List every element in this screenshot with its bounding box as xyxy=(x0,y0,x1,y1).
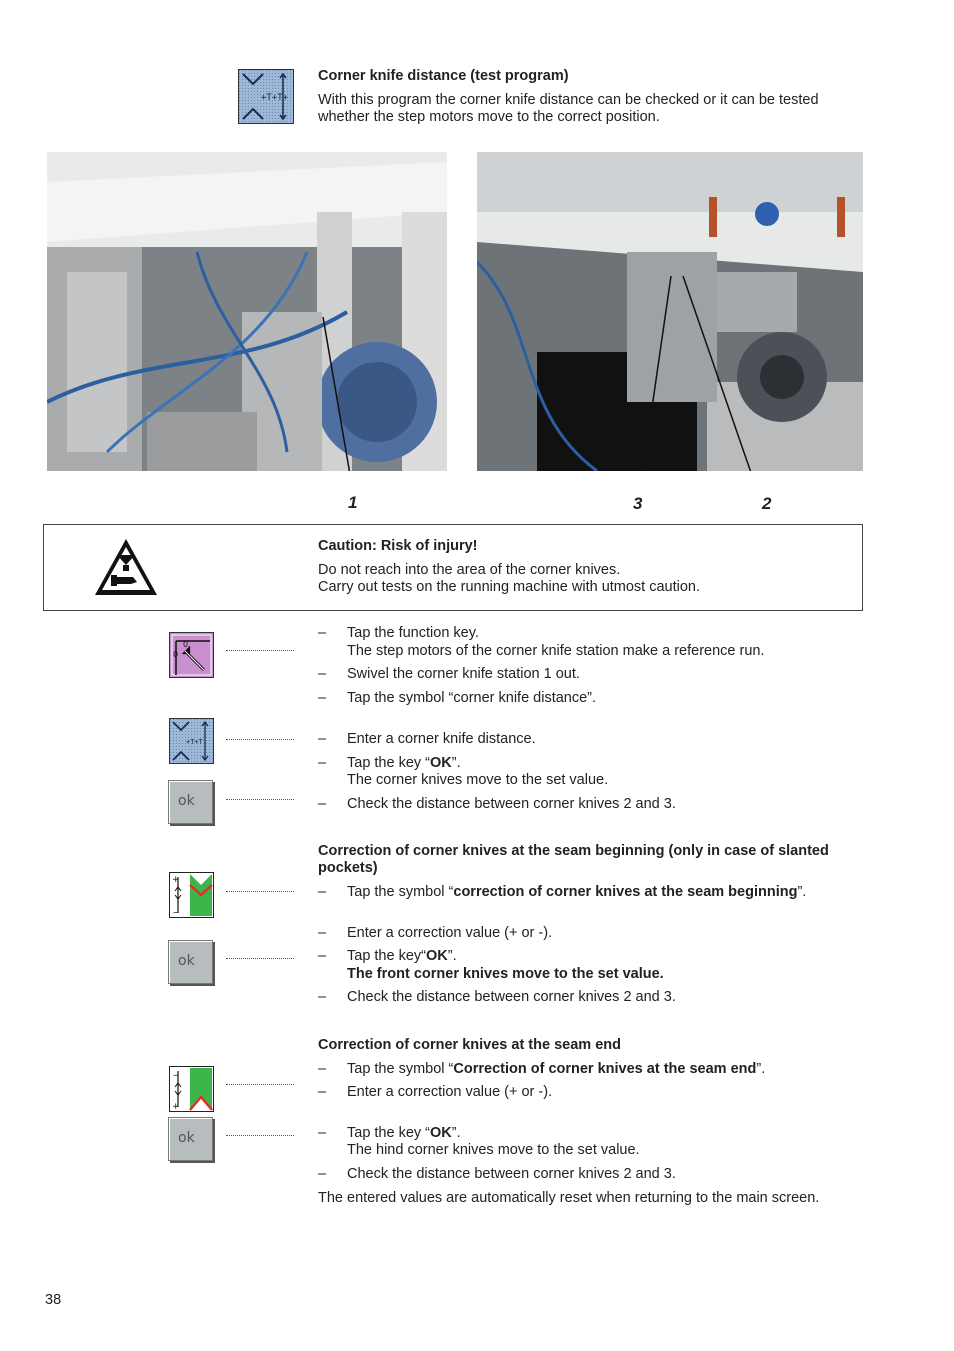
step-c-1-bold: Correction of corner knives at the seam end xyxy=(453,1061,757,1077)
reference-run-icon[interactable] xyxy=(169,632,214,678)
caution-line-1: Do not reach into the area of the corner knives. xyxy=(318,562,621,578)
dash: – xyxy=(318,690,327,706)
leader-dots xyxy=(226,958,294,959)
section-end-title: Correction of corner knives at the seam end xyxy=(318,1037,621,1053)
section-begin-title: Correction of corner knives at the seam beginning (only in case of slanted pockets) xyxy=(318,843,829,876)
dash: – xyxy=(318,989,327,1005)
step-a-2: Swivel the corner knife station 1 out. xyxy=(347,666,580,682)
leader-dots xyxy=(226,739,294,740)
leader-dots xyxy=(226,1135,294,1136)
dash: – xyxy=(318,948,327,964)
dash: – xyxy=(318,666,327,682)
leader-dots xyxy=(226,799,294,800)
step-a-6: Check the distance between corner knives 2 and 3. xyxy=(347,796,676,812)
photo-label-2: 2 xyxy=(762,494,772,513)
step-a-5b: The corner knives move to the set value. xyxy=(347,772,609,788)
step-b-3-pre: Tap the key“ xyxy=(347,948,426,964)
dash: – xyxy=(318,731,327,747)
footer-note: The entered values are automatically reset when returning to the main screen. xyxy=(318,1190,820,1206)
step-b-2: Enter a correction value (+ or -). xyxy=(347,925,553,941)
svg-text:+T+T: +T+T xyxy=(186,738,203,746)
step-c-1 xyxy=(347,1061,867,1078)
dash: – xyxy=(318,1166,327,1182)
ok-button-label: ok xyxy=(178,793,195,809)
step-c-3-post: ”. xyxy=(451,1125,461,1141)
ok-button-label: ok xyxy=(178,1130,195,1146)
svg-text:+: + xyxy=(172,1102,180,1111)
dash: – xyxy=(318,1084,327,1100)
caution-title: Caution: Risk of injury! xyxy=(318,538,478,554)
leader-dots xyxy=(226,1084,294,1085)
step-b-3-post: ”. xyxy=(447,948,457,964)
seam-end-correction-icon[interactable] xyxy=(169,1066,214,1112)
ok-button[interactable] xyxy=(168,780,213,824)
step-c-3 xyxy=(347,1125,867,1142)
intro-text: With this program the corner knife distance can be checked or it can be tested whether the step motors move to the correct position. xyxy=(318,92,819,125)
step-a-5-post: ”. xyxy=(451,755,461,771)
dash: – xyxy=(318,625,327,641)
step-a-3: Tap the symbol “corner knife distance”. xyxy=(347,690,597,706)
dash: – xyxy=(318,884,327,900)
step-c-3b: The hind corner knives move to the set value. xyxy=(347,1142,640,1158)
photo-label-3: 3 xyxy=(633,494,643,513)
corner-knife-distance-icon xyxy=(238,69,294,124)
svg-text:0: 0 xyxy=(183,640,189,649)
ok-button[interactable] xyxy=(168,1117,213,1161)
step-b-1-post: ”. xyxy=(797,884,807,900)
step-b-3-bold: OK xyxy=(426,948,448,964)
seam-begin-correction-icon[interactable] xyxy=(169,872,214,918)
step-b-1-bold: correction of corner knives at the seam beginning xyxy=(453,884,798,900)
machine-photo-left xyxy=(47,152,447,471)
step-c-2: Enter a correction value (+ or -). xyxy=(347,1084,553,1100)
svg-text:0: 0 xyxy=(173,650,179,659)
step-c-3-bold: OK xyxy=(430,1125,452,1141)
svg-text:–: – xyxy=(173,907,178,917)
step-a-1b: The step motors of the corner knife station make a reference run. xyxy=(347,643,765,659)
step-c-1-pre: Tap the symbol “ xyxy=(347,1061,454,1077)
leader-dots xyxy=(226,650,294,651)
step-b-1 xyxy=(347,884,817,901)
dash: – xyxy=(318,1125,327,1141)
dash: – xyxy=(318,755,327,771)
photo-label-1: 1 xyxy=(348,493,358,512)
step-b-1-pre: Tap the symbol “ xyxy=(347,884,454,900)
step-a-5-pre: Tap the key “ xyxy=(347,755,431,771)
step-c-1-post: ”. xyxy=(756,1061,766,1077)
intro-title: Corner knife distance (test program) xyxy=(318,68,569,84)
page-number: 38 xyxy=(45,1292,62,1308)
step-a-5-bold: OK xyxy=(430,755,452,771)
step-b-3b: The front corner knives move to the set value. xyxy=(347,966,664,982)
leader-dots xyxy=(226,891,294,892)
dash: – xyxy=(318,925,327,941)
ok-button[interactable] xyxy=(168,940,213,984)
corner-knife-distance-icon[interactable] xyxy=(169,718,214,764)
dash: – xyxy=(318,1061,327,1077)
warning-hand-icon xyxy=(93,537,159,597)
step-b-4: Check the distance between corner knives 2 and 3. xyxy=(347,989,676,1005)
caution-box xyxy=(43,524,863,611)
machine-photo-right xyxy=(477,152,863,471)
caution-line-2: Carry out tests on the running machine with utmost caution. xyxy=(318,579,701,595)
svg-text:–: – xyxy=(173,1070,178,1081)
step-c-4: Check the distance between corner knives 2 and 3. xyxy=(347,1166,676,1182)
step-a-1: Tap the function key. xyxy=(347,625,479,641)
step-b-3 xyxy=(347,948,867,965)
step-a-5 xyxy=(347,755,867,772)
dash: – xyxy=(318,796,327,812)
step-a-4: Enter a corner knife distance. xyxy=(347,731,536,747)
ok-button-label: ok xyxy=(178,953,195,969)
svg-text:+T+T+: +T+T+ xyxy=(261,93,289,103)
svg-text:+: + xyxy=(172,875,180,885)
step-c-3-pre: Tap the key “ xyxy=(347,1125,431,1141)
